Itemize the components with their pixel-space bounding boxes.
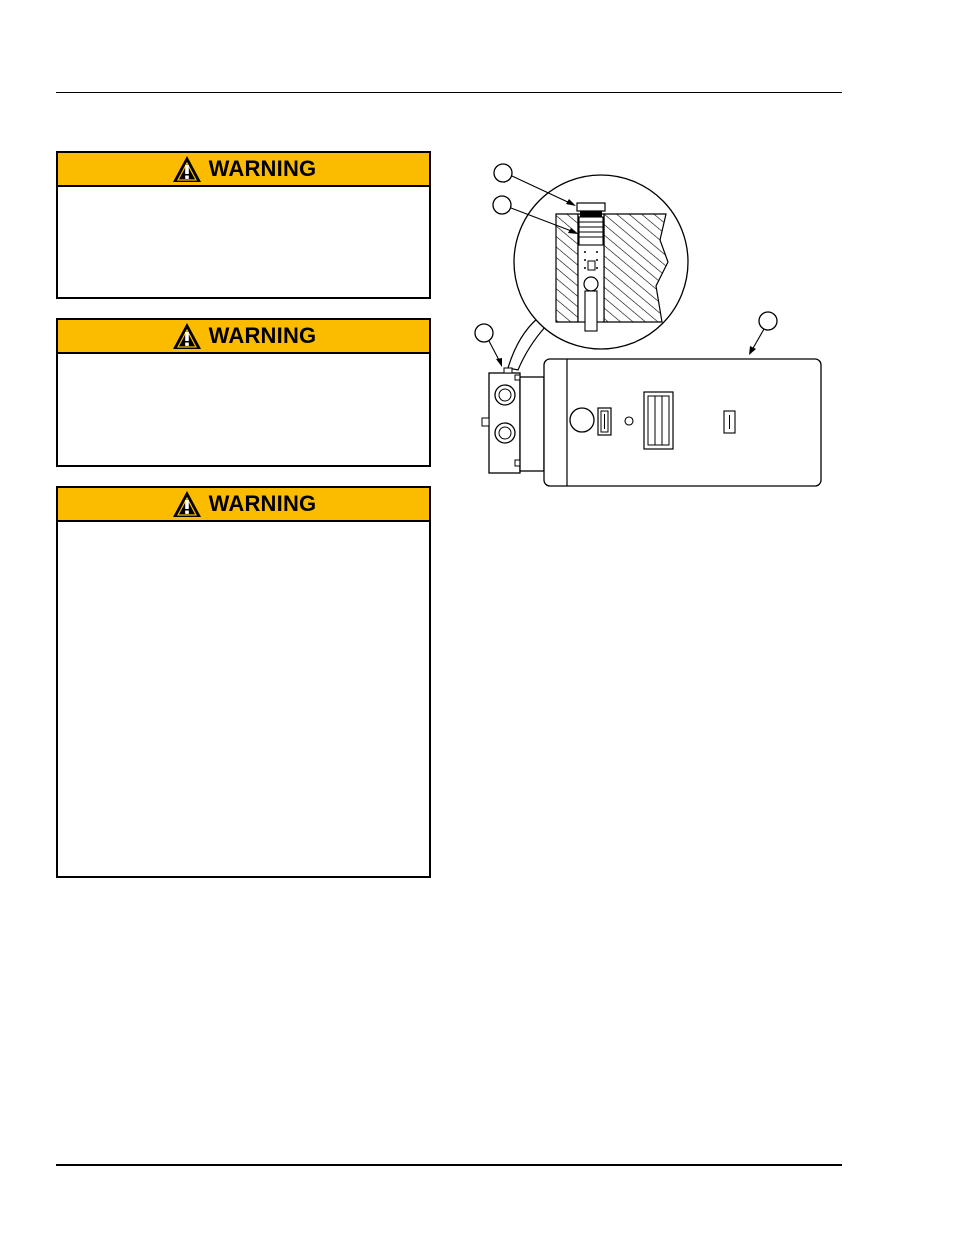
- header-rule: [56, 92, 842, 93]
- warning-label: WARNING: [208, 156, 317, 181]
- callout-1: [494, 164, 512, 182]
- warning-header: [58, 488, 429, 522]
- callout-4: [759, 312, 777, 330]
- warning-box-3: [56, 486, 431, 878]
- magnifier-tail: [508, 318, 546, 370]
- warning-header: [58, 320, 429, 354]
- warning-box-2: [56, 318, 431, 467]
- warning-label: WARNING: [208, 491, 317, 516]
- detail-section: [556, 203, 668, 331]
- warning-triangle-icon: [171, 321, 203, 351]
- warning-triangle-icon: [171, 489, 203, 519]
- warning-triangle-icon: [171, 154, 203, 184]
- callout-2: [493, 196, 511, 214]
- warning-box-1: [56, 151, 431, 299]
- footer-rule: [56, 1164, 842, 1166]
- warning-header: [58, 153, 429, 187]
- warning-label: WARNING: [208, 323, 317, 348]
- callout-3: [475, 324, 493, 342]
- pump-relief-valve-illustration: [470, 155, 830, 490]
